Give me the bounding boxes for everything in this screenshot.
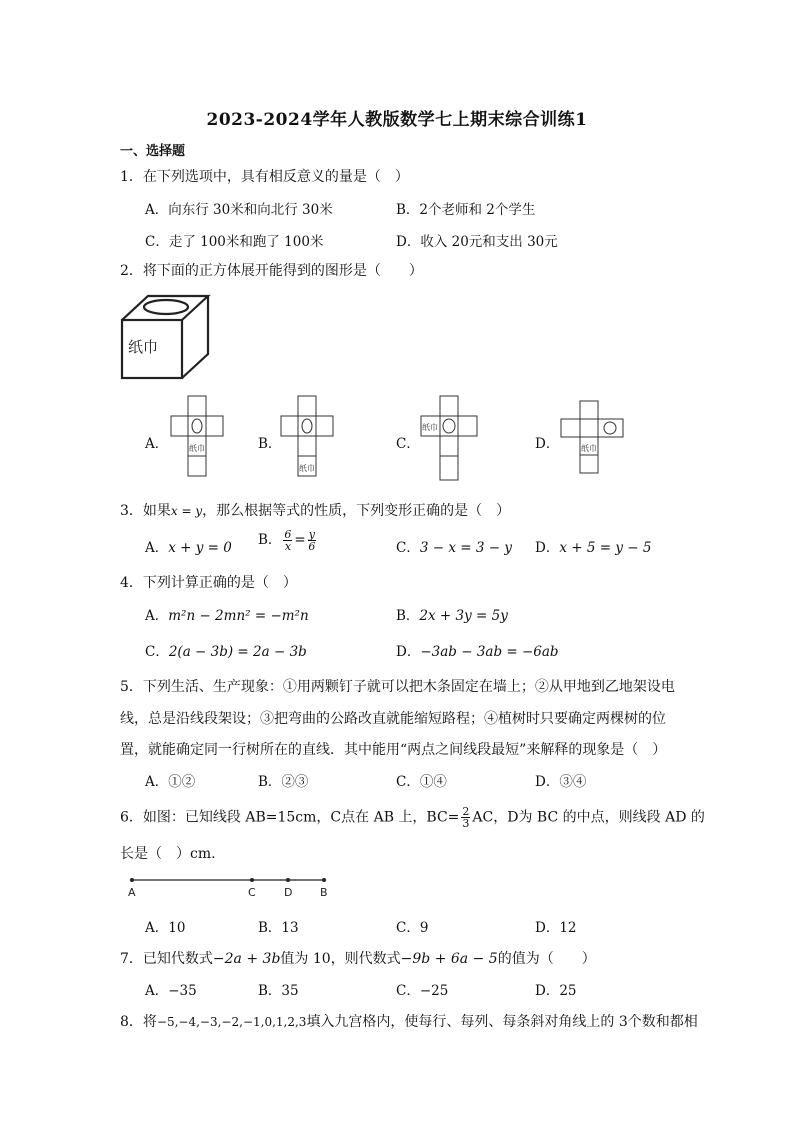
cube-label: 纸巾: [128, 338, 159, 356]
option-math: x + y = 0: [168, 540, 232, 556]
point-b-label: B: [320, 886, 328, 899]
page-title: 2023-2024学年人教版数学七上期末综合训练1: [206, 110, 588, 130]
question-8-stem: [120, 1011, 698, 1031]
point-a: [130, 878, 134, 882]
question-3-option-b: [258, 528, 318, 552]
question-1-option-d: D．收入 20元和支出 30元: [396, 234, 558, 250]
question-6-option-d: D．12: [535, 920, 577, 936]
question-5-option-b: B．②③: [258, 774, 309, 790]
net-a-label: 纸巾: [189, 444, 205, 453]
question-4-option-c: [145, 640, 307, 660]
net-c-label: 纸巾: [422, 423, 438, 432]
fraction-two-thirds: [461, 806, 470, 829]
question-7-expression-1: −2a + 3b: [212, 951, 281, 967]
question-5-line-1: 5．下列生活、生产现象：①用两颗钉子就可以把木条固定在墙上；②从甲地到乙地架设电: [120, 679, 675, 695]
option-math: x + 5 = y − 5: [559, 540, 652, 556]
frac-den: x: [284, 540, 292, 553]
option-label: A．: [145, 540, 169, 556]
point-d: [286, 878, 290, 882]
question-4-option-d: [396, 640, 559, 660]
question-2-stem: 2．将下面的正方体展开能得到的图形是（ ）: [120, 263, 423, 279]
option-label: B．: [258, 532, 282, 548]
question-3-stem: [120, 500, 510, 520]
question-7-option-b: B．35: [258, 983, 299, 999]
fraction-y-over-6: [308, 529, 316, 552]
point-c: [250, 878, 254, 882]
net-b-figure: [280, 395, 336, 485]
question-4-stem: 4．下列计算正确的是（ ）: [120, 575, 297, 591]
option-math: −3ab − 3ab = −6ab: [420, 644, 559, 660]
net-b-label: 纸巾: [299, 464, 315, 473]
net-c-figure: [420, 395, 480, 485]
question-2-option-d: D．: [535, 436, 560, 452]
question-5-line-3: 置，就能确定同一行树所在的直线．其中能用“两点之间线段最短”来解释的现象是（ ）: [120, 742, 667, 758]
question-2-option-a: A．: [145, 436, 169, 452]
question-4-option-b: [396, 604, 508, 624]
fraction-6-over-x: [283, 529, 292, 552]
tissue-box-cube-figure: [118, 292, 218, 384]
question-2-option-c: C．: [396, 436, 420, 452]
question-1-stem: 1．在下列选项中，具有相反意义的量是（ ）: [120, 169, 409, 185]
question-8-stem-post: 填入九宫格内，使每行、每列、每条斜对角线上的 3个数和都相: [306, 1014, 698, 1030]
question-6-option-c: C．9: [396, 920, 429, 936]
option-math: 3 − x = 3 − y: [419, 540, 512, 556]
option-math: 2x + 3y = 5y: [419, 608, 508, 624]
question-1-option-c: C．走了 100米和跑了 100米: [145, 234, 324, 250]
section-heading: 一、选择题: [120, 144, 186, 159]
question-3-option-d: [535, 536, 651, 556]
option-label: C．: [396, 540, 420, 556]
segment-figure: [126, 872, 336, 902]
question-5-option-a: A．①②: [145, 774, 196, 790]
question-6-stem: [120, 806, 705, 829]
point-c-label: C: [248, 886, 256, 899]
net-d-figure: [560, 400, 626, 480]
option-label: A．: [145, 608, 169, 624]
frac-num: 6: [284, 528, 292, 541]
question-3-stem-pre: 3．如果: [120, 503, 171, 519]
equals-sign: =: [294, 532, 306, 548]
question-2-option-b: B．: [258, 436, 282, 452]
question-7-stem-pre: 7．已知代数式: [120, 951, 213, 967]
frac-num: y: [308, 528, 315, 541]
question-6-stem-pre: 6．如图：已知线段 AB=15cm，C点在 AB 上，BC=: [120, 809, 460, 826]
option-label: B．: [396, 608, 420, 624]
question-7-stem-post: 的值为（ ）: [497, 951, 596, 967]
question-7-stem-mid: 值为 10，则代数式: [280, 951, 401, 967]
question-5-option-d: D．③④: [535, 774, 587, 790]
frac-den: 3: [462, 817, 470, 830]
question-6-option-b: B．13: [258, 920, 299, 936]
question-8-numbers: −5,−4,−3,−2,−1,0,1,2,3: [156, 1015, 307, 1029]
question-6-line-2: 长是（ ）cm.: [120, 846, 216, 862]
option-label: D．: [535, 540, 560, 556]
question-6-stem-post: AC，D为 BC 的中点，则线段 AD 的: [472, 809, 705, 826]
point-b: [322, 878, 326, 882]
question-1-option-b: B．2个老师和 2个学生: [396, 202, 536, 218]
question-3-stem-post: ，那么根据等式的性质，下列变形正确的是（ ）: [202, 503, 511, 519]
question-7-expression-2: −9b + 6a − 5: [400, 951, 498, 967]
question-6-option-a: A．10: [145, 920, 186, 936]
question-7-stem: [120, 948, 596, 968]
question-4-option-a: [145, 604, 309, 624]
question-3-condition: x = y: [170, 504, 203, 518]
option-label: C．: [145, 644, 169, 660]
option-math: m²n − 2mn² = −m²n: [168, 608, 309, 624]
option-math: 2(a − 3b) = 2a − 3b: [168, 644, 307, 660]
question-3-option-c: [396, 536, 512, 556]
net-a-figure: [170, 395, 226, 485]
point-d-label: D: [284, 886, 293, 899]
option-label: D．: [396, 644, 421, 660]
question-7-option-a: A．−35: [145, 983, 197, 999]
question-5-option-c: C．①④: [396, 774, 447, 790]
question-7-option-d: D．25: [535, 983, 577, 999]
question-8-stem-pre: 8．将: [120, 1014, 157, 1030]
question-5-line-2: 线，总是沿线段架设；③把弯曲的公路改直就能缩短路程；④植树时只要确定两棵树的位: [120, 711, 666, 727]
question-7-option-c: C．−25: [396, 983, 449, 999]
frac-num: 2: [462, 805, 470, 818]
question-3-option-a: [145, 536, 232, 556]
frac-den: 6: [308, 540, 316, 553]
point-a-label: A: [128, 886, 136, 899]
question-1-option-a: A．向东行 30米和向北行 30米: [145, 202, 333, 218]
net-d-label: 纸巾: [581, 444, 597, 453]
